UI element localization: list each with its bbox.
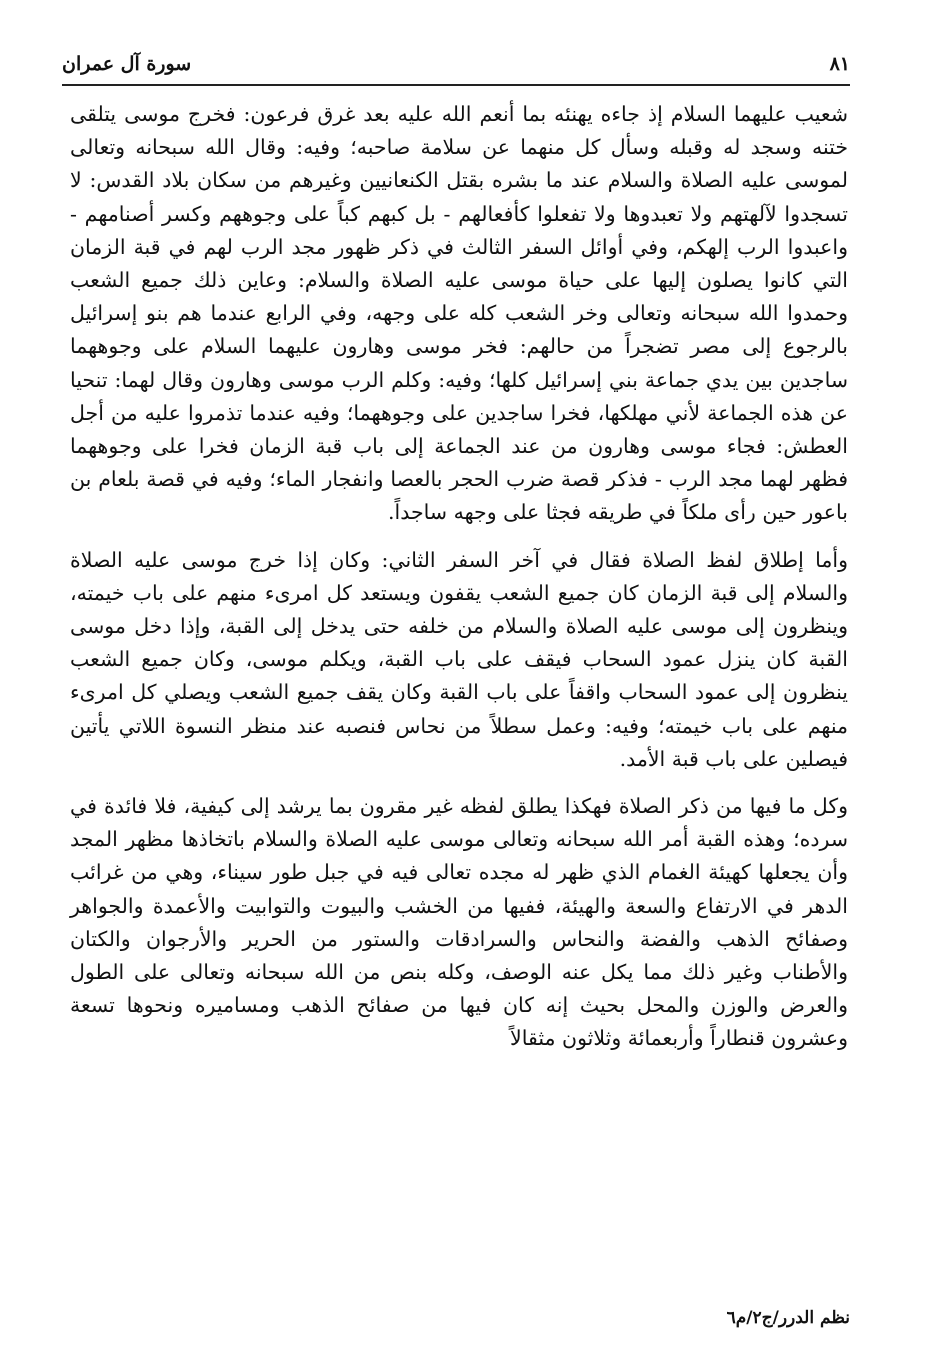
paragraph-3: وكل ما فيها من ذكر الصلاة فهكذا يطلق لفظه غير مقرون بما يرشد إلى كيفية، فلا فائدة في سرده؛ وهذه القبة أمر الله سبحانه وتعالى موسى عليه الصلاة والسلام باتخاذها مظهر المجد وأن يجعلها كهيئة الغمام الذي ظهر له مجده تعالى فيه في جبل طور سيناء، وهي من غرائب الدهر في الارتفاع والسعة والهيئة، ففيها من الخشب والبيوت والتوابيت والأعمدة والجواهر وصفائح الذهب والفضة والنحاس والسرادقات والستور من الحرير والأرجوان والكتان والأطناب وغير ذلك مما يكل عنه الوصف، وكله بنص من الله سبحانه وتعالى على الطول والعرض والوزن والمحل بحيث إنه كان فيها من صفائح الذهب ومساميره ونحوها تسعة وعشرون قنطاراً وأربعمائة وثلاثون مثقالاً <box>70 794 848 1051</box>
page-header <box>62 44 850 86</box>
page-number: ٨١ <box>829 53 850 75</box>
paragraph-1: شعيب عليهما السلام إذ جاءه يهنئه بما أنعم الله عليه بعد غرق فرعون: فخرج موسى يتلقى ختنه وسجد له وقبله وسأل كل منهما عن سلامة صاحبه؛ وفيه: وقال الله سبحانه وتعالى لموسى عليه الصلاة والسلام عند ما بشره بقتل الكنعانيين وغيرهم من سكان بلاد القدس: لا تسجدوا لآلهتهم ولا تعبدوها ولا تفعلوا كأفعالهم - بل كبهم كباً على وجوههم وكسر أصنامهم - واعبدوا الرب إلهكم، وفي أوائل السفر الثالث في ذكر ظهور مجد الرب لهم في قبة الزمان التي كانوا يصلون إليها على حياة موسى عليه الصلاة والسلام: وعاين ذلك جميع الشعب وحمدوا الله سبحانه وتعالى وخر الشعب كله على وجهه، وفي الرابع عندما هم بنو إسرائيل بالرجوع إلى مصر تضجراً من حالهم: فخر موسى وهارون عليهما السلام على وجوههما ساجدين بين يدي جماعة بني إسرائيل كلها؛ وفيه: وكلم الرب موسى وهارون وقال لهما: تنحيا عن هذه الجماعة لأني مهلكها، فخرا ساجدين على وجوههما؛ وفيه عندما تذمروا عليه من أجل العطش: فجاء موسى وهارون من عند الجماعة إلى باب قبة الزمان فخرا على وجوههما فظهر لهما مجد الرب - فذكر قصة ضرب الحجر بالعصا وانفجار الماء؛ وفيه في قصة بلعام بن باعور حين رأى ملكاً في طريقه فجثا على وجهه ساجداً. <box>70 102 848 525</box>
footer-signature: نظم الدرر/ج٢/م٦ <box>726 1308 850 1328</box>
paragraph-2: وأما إطلاق لفظ الصلاة فقال في آخر السفر الثاني: وكان إذا خرج موسى عليه الصلاة والسلام إلى قبة الزمان كان جميع الشعب يقفون ويستعد كل امرىء منهم على باب خيمته، وينظرون إلى موسى عليه الصلاة والسلام من خلفه حتى يدخل إلى القبة، وإذا دخل موسى القبة كان ينزل عمود السحاب فيقف على باب القبة، ويكلم موسى، وكان جميع الشعب ينظرون إلى عمود السحاب واقفاً على باب القبة وكان يقف جميع الشعب ويصلي كل امرىء منهم على باب خيمته؛ وفيه: وعمل سطلاً من نحاس فنصبه عند منظر النسوة اللاتي يأتين فيصلين على باب قبة الأمد. <box>70 547 848 771</box>
surah-title: سورة آل عمران <box>62 53 192 75</box>
main-text <box>70 98 848 1056</box>
